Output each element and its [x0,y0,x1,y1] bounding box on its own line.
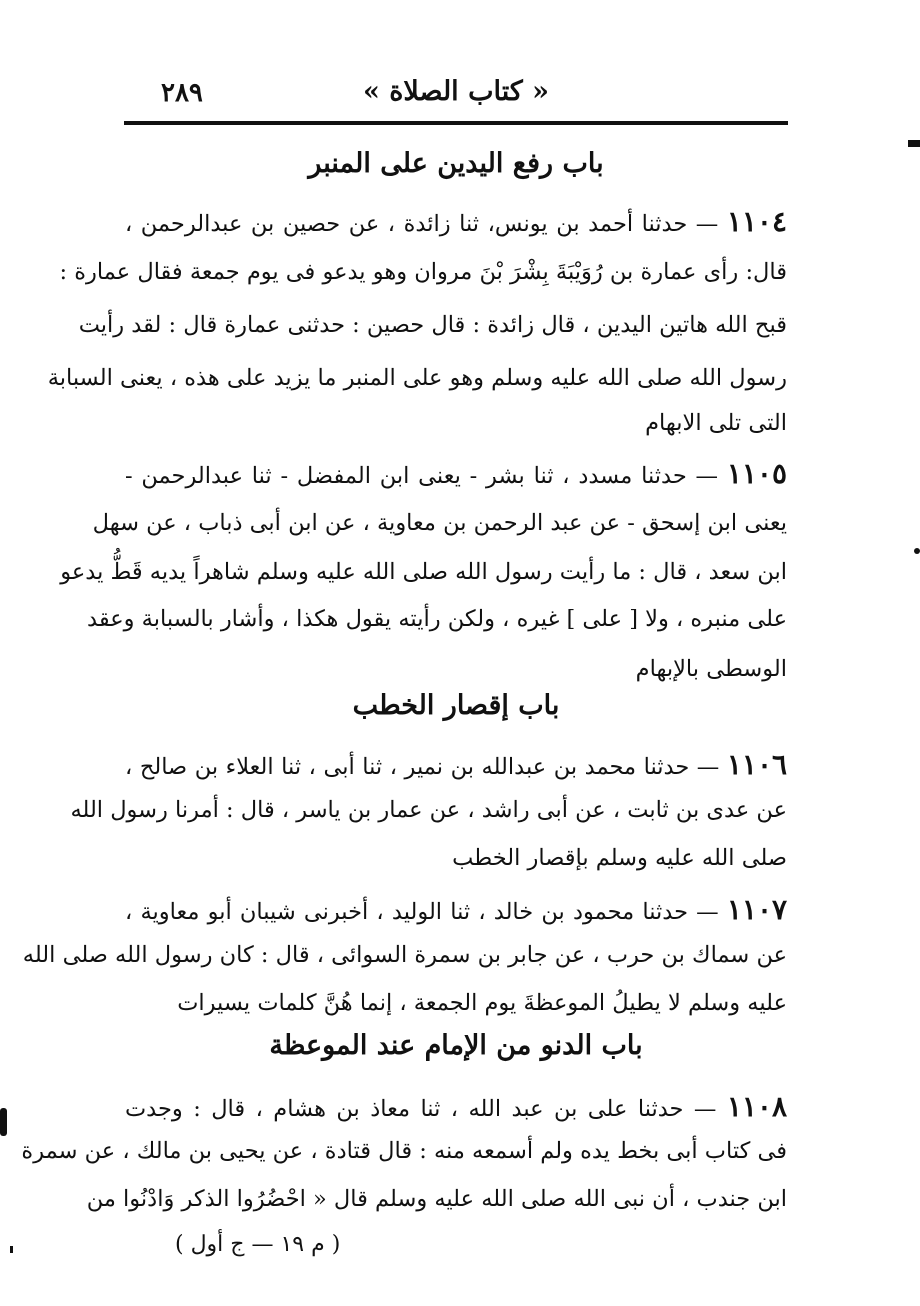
hadith-line: قبح الله هاتين اليدين ، قال زائدة : قال حصين : حدثنى عمارة قال : لقد رأيت [78,312,787,338]
section-heading: باب الدنو من الإمام عند الموعظة [269,1030,643,1061]
scan-mark [10,1246,13,1253]
hadith-line: ابن جندب ، أن نبى الله صلى الله عليه وسلم قال « احْضُرُوا الذكر وَادْنُوا من [86,1186,787,1212]
scan-mark [0,1108,7,1136]
hadith-line: التى تلى الابهام [645,410,787,436]
hadith-line: يعنى ابن إسحق - عن عبد الرحمن بن معاوية ، عن ابن أبى ذباب ، عن سهل [92,510,787,536]
scan-mark [908,140,920,147]
running-title: « كتاب الصلاة » [363,76,549,107]
hadith-number: ١١٠٨ [726,1090,787,1123]
hadith-text: — حدثنا مسدد ، ثنا بشر - يعنى ابن المفضل - ثنا عبدالرحمن - [125,463,719,489]
hadith-number: ١١٠٧ [726,893,788,926]
hadith-line: على منبره ، ولا [ على ] غيره ، ولكن رأيته يقول هكذا ، وأشار بالسبابة وعقد [87,606,787,632]
hadith-line [125,205,787,238]
section-heading: باب إقصار الخطب [352,690,560,721]
header-rule [124,121,788,125]
hadith-line: عن سماك بن حرب ، عن جابر بن سمرة السوائى ، قال : كان رسول الله صلى الله [22,942,787,968]
page-number: ٢٨٩ [161,78,203,108]
hadith-line [125,1090,787,1123]
hadith-line: الوسطى بالإبهام [635,656,787,682]
hadith-line: ابن سعد ، قال : ما رأيت رسول الله صلى الله عليه وسلم شاهراً يديه قَطُّ يدعو [60,559,787,585]
page-header [125,70,787,114]
hadith-line [125,893,787,926]
section-heading: باب رفع اليدين على المنبر [308,148,604,179]
hadith-line [125,457,787,490]
footer-signature: ( م ١٩ — ج أول ) [175,1232,341,1257]
hadith-line: رسول الله صلى الله عليه وسلم وهو على المنبر ما يزيد على هذه ، يعنى السبابة [47,365,787,391]
hadith-number: ١١٠٦ [726,748,788,781]
hadith-number: ١١٠٥ [726,457,787,490]
hadith-line: قال: رأى عمارة بن رُوَيْبَةَ بِشْرَ بْنَ مروان وهو يدعو فى يوم جمعة فقال عمارة : [59,259,787,285]
hadith-line: عليه وسلم لا يطيلُ الموعظةَ يوم الجمعة ، إنما هُنَّ كلمات يسيرات [177,990,787,1016]
hadith-text: — حدثنا محمود بن خالد ، ثنا الوليد ، أخبرنى شيبان أبو معاوية ، [125,899,719,925]
hadith-line: صلى الله عليه وسلم بإقصار الخطب [452,845,787,871]
hadith-line [125,748,787,781]
hadith-line: فى كتاب أبى بخط يده ولم أسمعه منه : قال قتادة ، عن يحيى بن مالك ، عن سمرة [21,1138,787,1164]
hadith-number: ١١٠٤ [726,205,787,238]
hadith-text: — حدثنا محمد بن عبدالله بن نمير ، ثنا أبى ، ثنا العلاء بن صالح ، [125,754,720,780]
hadith-text: — حدثنا أحمد بن يونس، ثنا زائدة ، عن حصين بن عبدالرحمن ، [125,211,719,237]
hadith-text: — حدثنا على بن عبد الله ، ثنا معاذ بن هشام ، قال : وجدت [125,1096,717,1122]
scan-mark [914,548,920,554]
hadith-line: عن عدى بن ثابت ، عن أبى راشد ، عن عمار بن ياسر ، قال : أمرنا رسول الله [70,797,787,823]
